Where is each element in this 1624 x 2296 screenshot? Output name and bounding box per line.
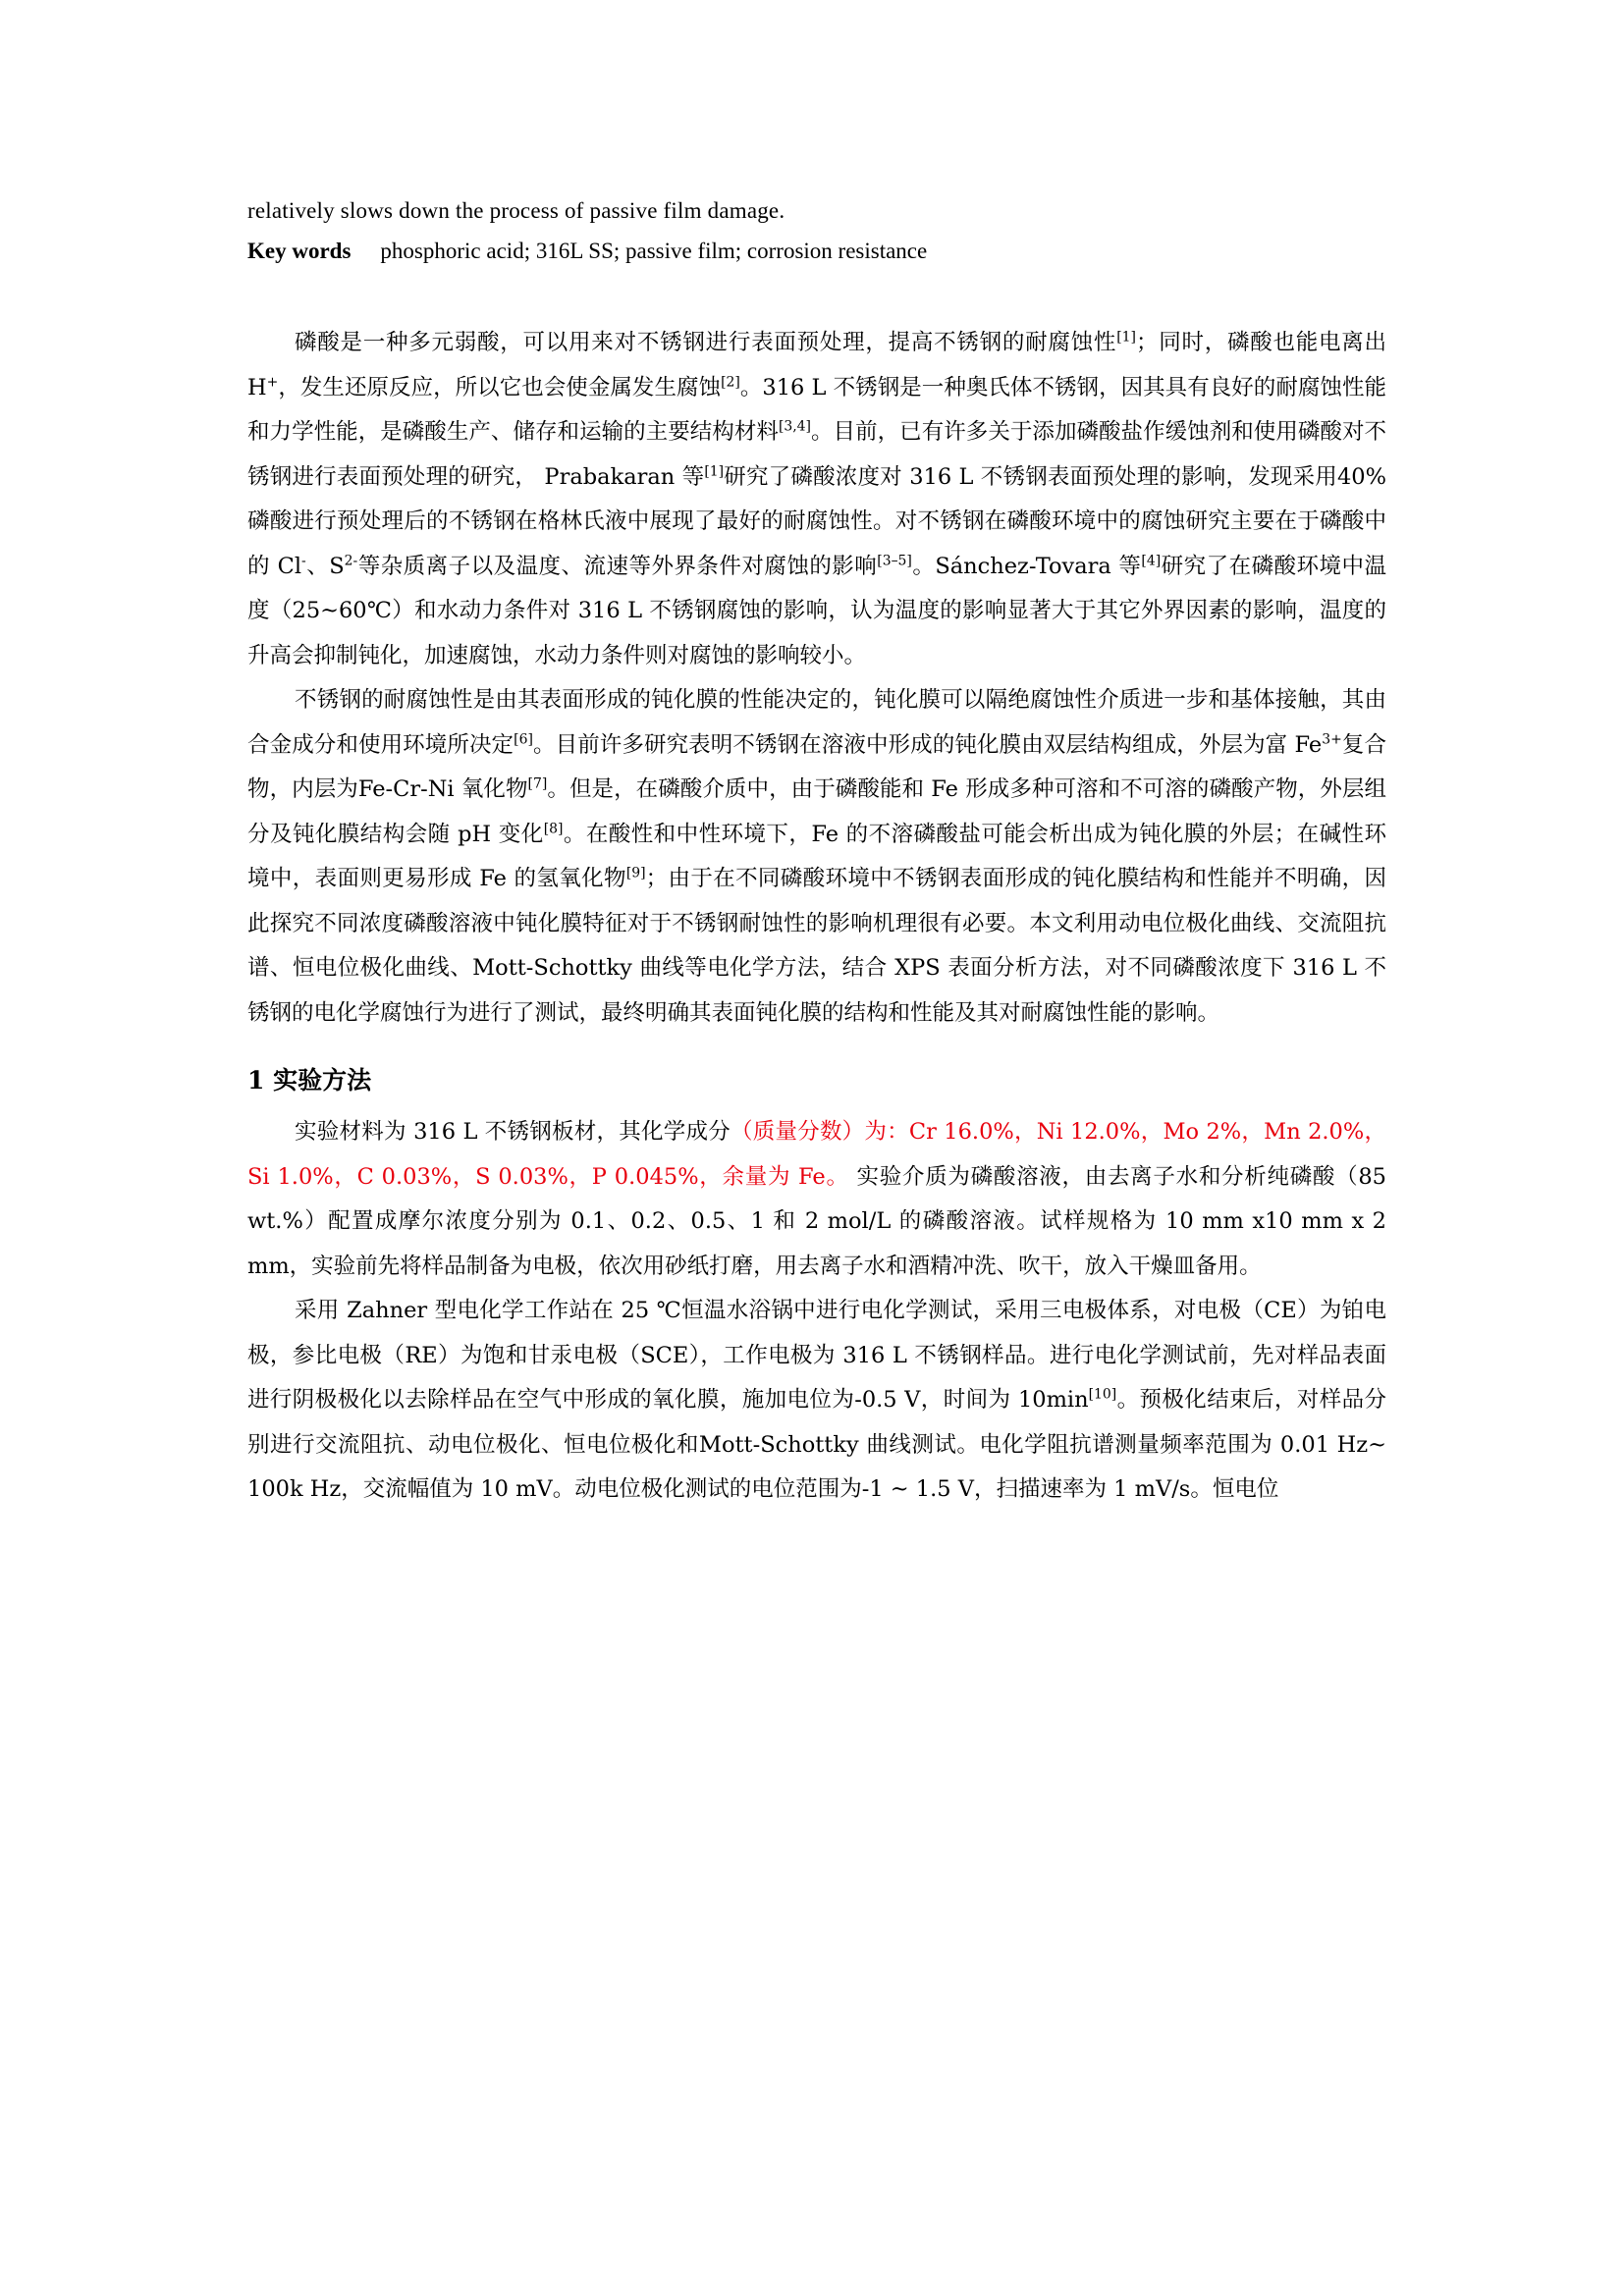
text-run: 不锈钢的耐腐蚀性是由其表面形成的钝化膜的性能决定的，钝化膜可以隔绝腐蚀性介质进一步和基体接触，其由合金成分和使用环境所决定 — [247, 687, 1386, 758]
text-run: 采用 Zahner 型电化学工作站在 25 ℃恒温水浴锅中进行电化学测试，采用三电极体系，对电极（CE）为铂电极，参比电极（RE）为饱和甘汞电极（SCE），工作电极为 316 L 不锈钢样品。进行电化学测试前，先对样品表面进行阴极极化以去除样品在空气中形成的氧化膜，施加电位为-0.5 V，时间为 10min — [247, 1298, 1386, 1413]
superscript-ref: 3+ — [1322, 731, 1342, 747]
text-run: 、S — [305, 553, 345, 579]
keywords-label: Key words — [247, 239, 352, 263]
text-run: 实验材料为 316 L 不锈钢板材，其化学成分 — [295, 1119, 731, 1145]
superscript-ref: [6] — [514, 731, 533, 747]
text-run: 。316 L 不锈钢是一种奥氏体不锈钢，因其具有良好的耐腐蚀性能和力学性能，是磷酸生产、储存和运输的主要结构材料 — [247, 374, 1386, 445]
superscript-ref: [10] — [1088, 1386, 1117, 1403]
text-run: 磷酸是一种多元弱酸，可以用来对不锈钢进行表面预处理，提高不锈钢的耐腐蚀性 — [295, 330, 1117, 355]
abstract-tail-line: relatively slows down the process of passive film damage. — [247, 198, 785, 223]
keywords-row — [247, 233, 1386, 270]
page-content — [247, 192, 1386, 1513]
text-run: 。目前许多研究表明不锈钢在溶液中形成的钝化膜由双层结构组成，外层为富 Fe — [532, 731, 1323, 758]
superscript-ref: [3–5] — [877, 553, 912, 568]
text-run: ；同时，磷酸也能电离出 H — [247, 330, 1386, 400]
text-run: 。目前，已有许多关于添加磷酸盐作缓蚀剂和使用磷酸对不锈钢进行表面预处理的研究， Prabakaran 等 — [247, 419, 1386, 490]
text-run: （质量分数）为：Cr 16.0%，Ni 12.0%，Mo 2%，Mn 2.0%，Si 1.0%，C 0.03%，S 0.03%，P 0.045%，余量为 Fe。 — [247, 1119, 1386, 1190]
superscript-ref: [4] — [1141, 553, 1162, 568]
superscript-ref: - — [301, 553, 306, 568]
text-run: 。但是，在磷酸介质中，由于磷酸能和 Fe 形成多种可溶和不可溶的磷酸产物，外层组分及钝化膜结构会随 pH 变化 — [247, 776, 1386, 847]
paragraph-p1 — [247, 321, 1386, 678]
section-paragraph-list — [247, 1110, 1386, 1513]
body-text — [247, 321, 1386, 1513]
text-run: 等杂质离子以及温度、流速等外界条件对腐蚀的影响 — [357, 553, 878, 579]
text-run: 研究了在磷酸环境中温度（25~60℃）和水动力条件对 316 L 不锈钢腐蚀的影响，认为温度的影响显著大于其它外界因素的影响，温度的升高会抑制钝化，加速腐蚀，水动力条件则对腐蚀的影响较小。 — [247, 553, 1386, 668]
superscript-ref: + — [266, 374, 279, 390]
text-run: 。在酸性和中性环境下，Fe 的不溶磷酸盐可能会析出成为钝化膜的外层；在碱性环境中，表面则更易形成 Fe 的氢氧化物 — [247, 821, 1386, 891]
superscript-ref: [7] — [527, 775, 548, 792]
superscript-ref: [1] — [704, 463, 725, 479]
text-run: 研究了磷酸浓度对 316 L 不锈钢表面预处理的影响，发现采用40%磷酸进行预处理后的不锈钢在格林氏液中展现了最好的耐腐蚀性。对不锈钢在磷酸环境中的腐蚀研究主要在于磷酸中的 Cl — [247, 463, 1387, 579]
text-run: 复合物，内层为Fe-Cr-Ni 氧化物 — [247, 731, 1386, 802]
text-run: 实验介质为磷酸溶液，由去离子水和分析纯磷酸（85 wt.%）配置成摩尔浓度分别为 0.1、0.2、0.5、1 和 2 mol/L 的磷酸溶液。试样规格为 10 mm x10 mm x 2 mm，实验前先将样品制备为电极，依次用砂纸打磨，用去离子水和酒精冲洗、吹干，放入干燥皿备用。 — [247, 1163, 1386, 1279]
text-run: 。预极化结束后，对样品分别进行交流阻抗、动电位极化、恒电位极化和Mott-Schottky 曲线测试。电化学阻抗谱测量频率范围为 0.01 Hz~ 100k Hz，交流幅值为 10 mV。动电位极化测试的电位范围为-1 ~ 1.5 V，扫描速率为 1 mV/s。恒电位 — [247, 1387, 1386, 1502]
superscript-ref: [8] — [543, 821, 564, 836]
superscript-ref: [1] — [1116, 329, 1136, 346]
superscript-ref: [2] — [721, 374, 740, 390]
text-run: ，发生还原反应，所以它也会使金属发生腐蚀 — [278, 374, 722, 400]
superscript-ref: [9] — [625, 865, 646, 881]
paragraph-s1p2 — [247, 1289, 1386, 1513]
keywords-text: phosphoric acid; 316L SS; passive film; corrosion resistance — [380, 239, 928, 263]
text-run: ；由于在不同磷酸环境中不锈钢表面形成的钝化膜结构和性能并不明确，因此探究不同浓度磷酸溶液中钝化膜特征对于不锈钢耐蚀性的影响机理很有必要。本文利用动电位极化曲线、交流阻抗谱、恒电位极化曲线、Mott-Schottky 曲线等电化学方法，结合 XPS 表面分析方法，对不同磷酸浓度下 316 L 不锈钢的电化学腐蚀行为进行了测试，最终明确其表面钝化膜的结构和性能及其对耐腐蚀性能的影响。 — [247, 866, 1386, 1026]
paragraph-s1p1 — [247, 1110, 1386, 1289]
section-heading-1: 1 实验方法 — [247, 1066, 372, 1095]
text-run: 。Sánchez-Tovara 等 — [911, 553, 1142, 579]
paragraph-p2 — [247, 678, 1386, 1036]
paragraph-list — [247, 321, 1386, 1036]
superscript-ref: 2- — [344, 553, 358, 568]
superscript-ref: [3,4] — [778, 418, 811, 435]
